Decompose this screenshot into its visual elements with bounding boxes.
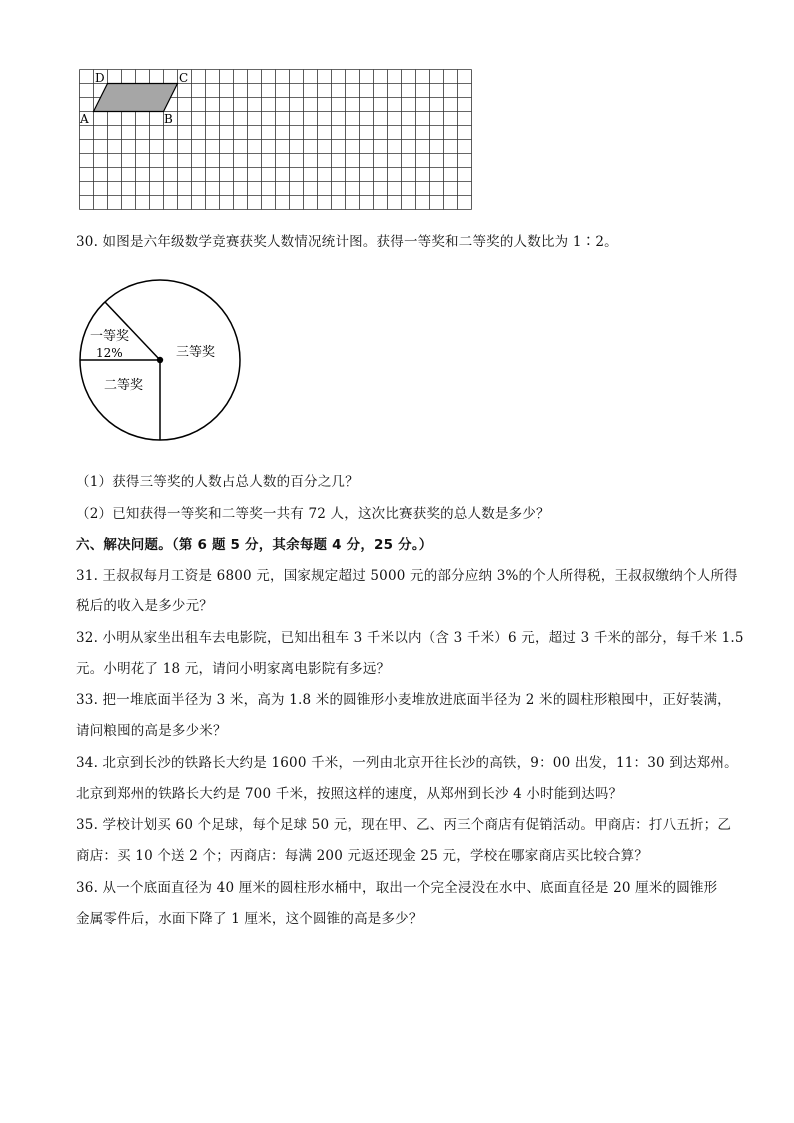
q30-text: 30. 如图是六年级数学竞赛获奖人数情况统计图。获得一等奖和二等奖的人数比为 1∶2。: [76, 234, 618, 250]
section6-title: 六、解决问题。（第 6 题 5 分，其余每题 4 分，25 分。）: [76, 537, 433, 553]
pie-label-first-percent: 12%: [96, 346, 123, 360]
q34-line1: 34. 北京到长沙的铁路长大约是 1600 千米，一列由北京开往长沙的高铁，9：00 出发，11：30 到达郑州。: [76, 755, 738, 771]
label-a: A: [80, 112, 89, 126]
label-d: D: [95, 71, 105, 85]
q35-line2: 商店：买 10 个送 2 个；丙商店：每满 200 元返还现金 25 元，学校在哪家商店买比较合算？: [76, 848, 649, 864]
pie-label-second: 二等奖: [104, 378, 144, 393]
q30-sub1: （1）获得三等奖的人数占总人数的百分之几？: [76, 474, 359, 490]
q31-line2: 税后的收入是多少元？: [76, 598, 213, 614]
label-c: C: [179, 71, 189, 85]
q32-line2: 元。小明花了 18 元，请问小明家离电影院有多远？: [76, 661, 391, 677]
q33-line1: 33. 把一堆底面半径为 3 米，高为 1.8 米的圆锥形小麦堆放进底面半径为 2 米的圆柱形粮囤中，正好装满，: [76, 692, 731, 708]
q34-line2: 北京到郑州的铁路长大约是 700 千米，按照这样的速度，从郑州到长沙 4 小时能到达吗？: [76, 786, 623, 802]
label-b: B: [164, 112, 173, 126]
q32-line1: 32. 小明从家坐出租车去电影院，已知出租车 3 千米以内（含 3 千米）6 元，超过 3 千米的部分，每千米 1.5: [76, 630, 744, 646]
q31-line1: 31. 王叔叔每月工资是 6800 元，国家规定超过 5000 元的部分应纳 3%的个人所得税，王叔叔缴纳个人所得: [76, 568, 738, 584]
pie-label-first: 一等奖: [90, 329, 130, 344]
q36-line1: 36. 从一个底面直径为 40 厘米的圆柱形水桶中，取出一个完全浸没在水中、底面直径是 20 厘米的圆锥形: [76, 880, 718, 896]
q33-line2: 请问粮囤的高是多少米？: [76, 723, 227, 739]
pie-center-dot: [157, 357, 163, 363]
award-pie-chart: [74, 278, 246, 448]
q30-sub2: （2）已知获得一等奖和二等奖一共有 72 人，这次比赛获奖的总人数是多少？: [76, 506, 550, 522]
q35-line1: 35. 学校计划买 60 个足球，每个足球 50 元，现在甲、乙、丙三个商店有促销活动。甲商店：打八五折；乙: [76, 817, 732, 833]
pie-label-third: 三等奖: [176, 345, 216, 360]
parallelogram-abcd: [94, 84, 178, 112]
grid-figure: [70, 64, 490, 214]
q36-line2: 金属零件后，水面下降了 1 厘米，这个圆锥的高是多少？: [76, 911, 423, 927]
